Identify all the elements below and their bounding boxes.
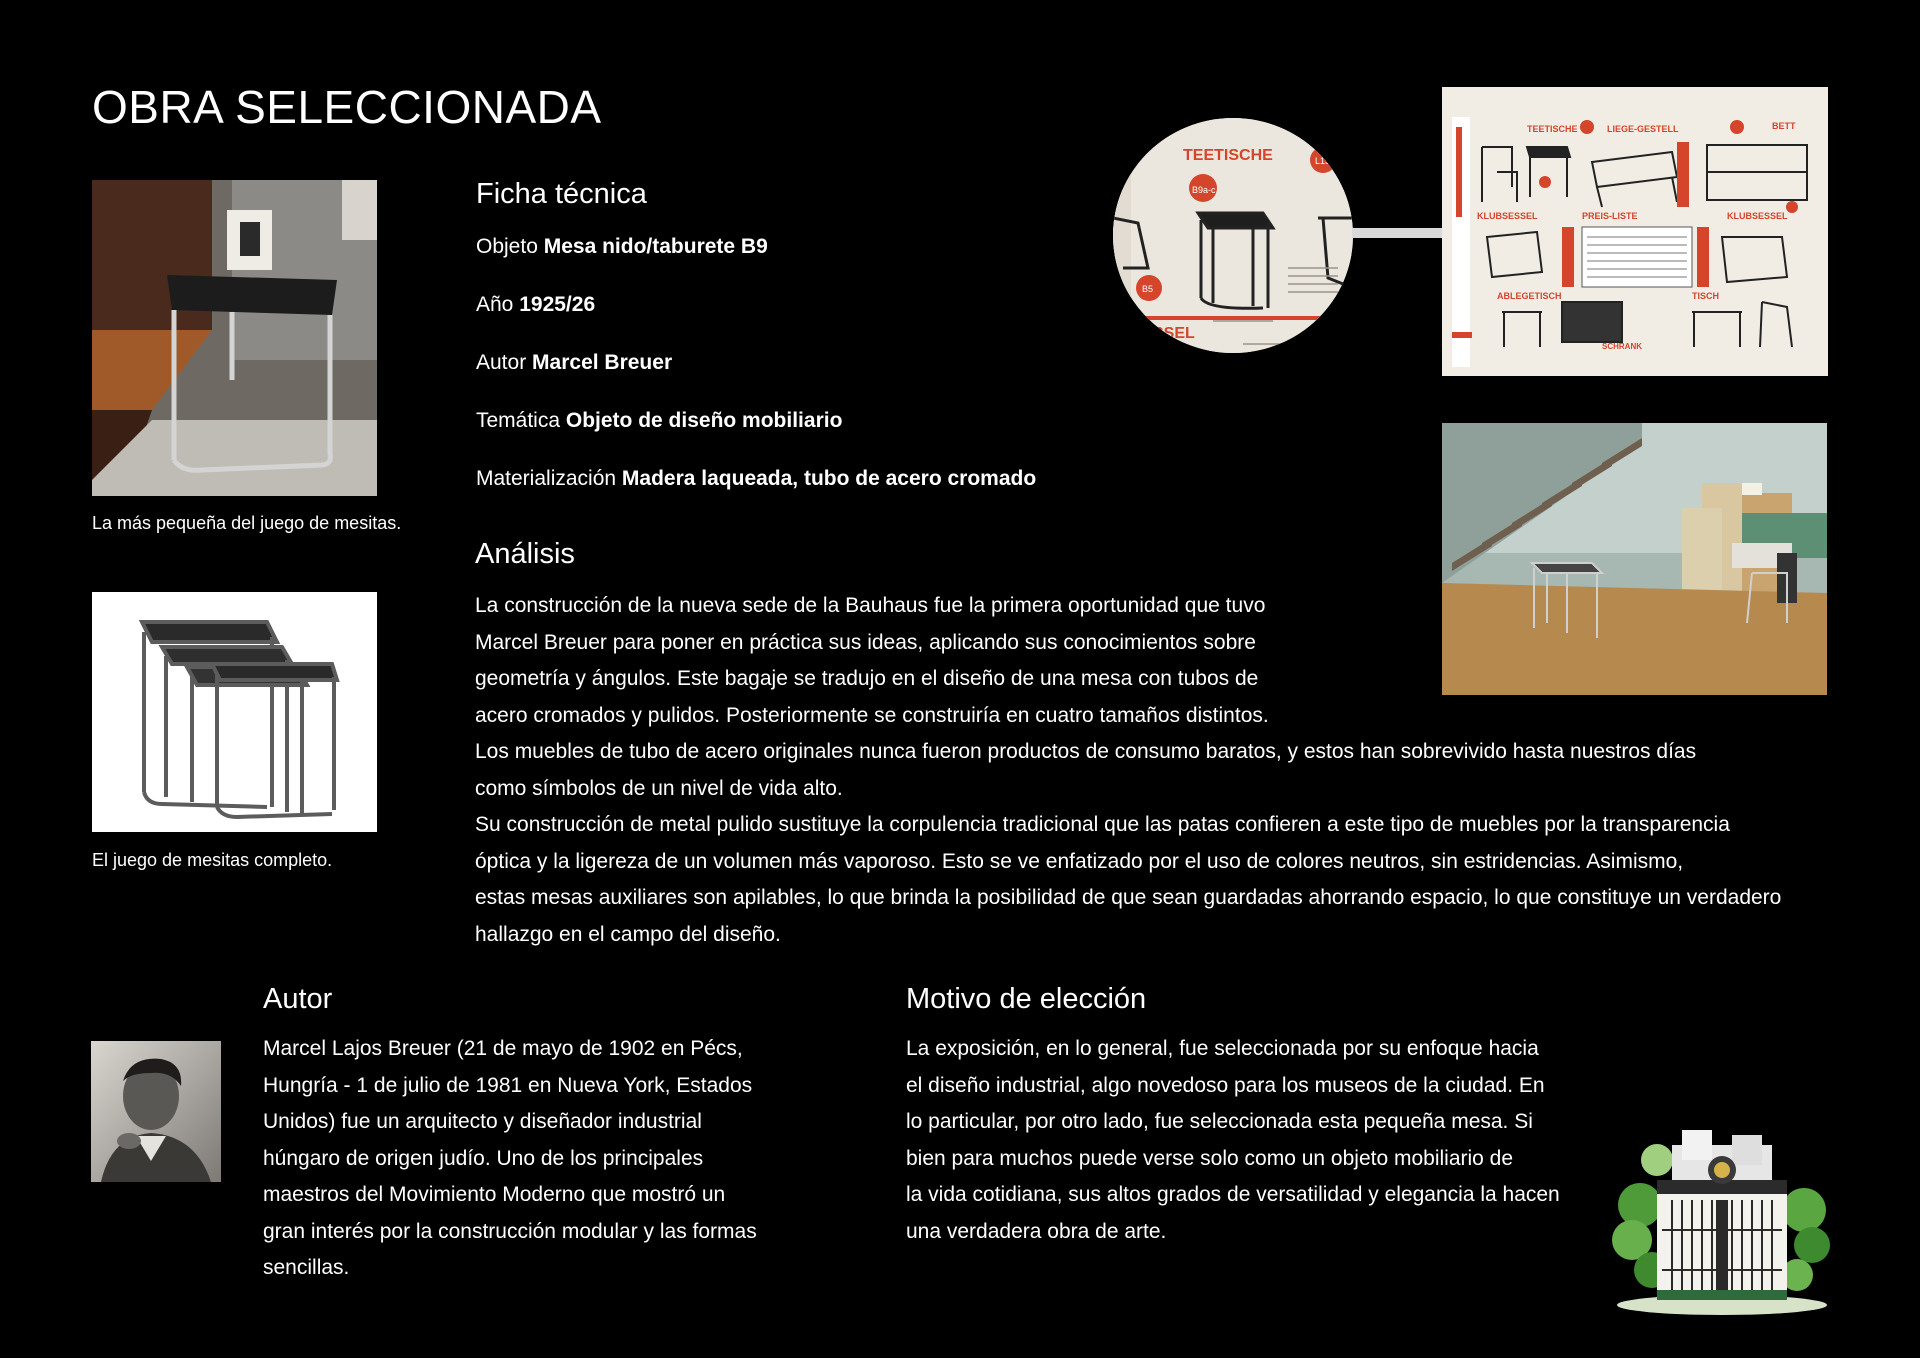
catalog-zoom-circle bbox=[1113, 118, 1353, 353]
field-tematica bbox=[476, 409, 842, 433]
zoom-code: B9a-c bbox=[1192, 185, 1216, 195]
field-autor bbox=[476, 351, 672, 375]
zoom-ssel: SSEL bbox=[1153, 325, 1195, 342]
photo-author-portrait bbox=[91, 1041, 221, 1182]
zoom-connector-bar bbox=[1352, 228, 1443, 238]
caption-photo-2: El juego de mesitas completo. bbox=[92, 850, 333, 870]
autor-line: Unidos) fue un arquitecto y diseñador industrial bbox=[263, 1110, 702, 1133]
analisis-line: hallazgo en el campo del diseño. bbox=[475, 922, 781, 946]
museum-gate-illustration bbox=[1612, 1120, 1832, 1315]
catalog-preisliste: PREIS-LISTE bbox=[1582, 211, 1638, 221]
catalog-ablegetisch: ABLEGETISCH bbox=[1497, 291, 1562, 301]
motivo-line: una verdadera obra de arte. bbox=[906, 1219, 1167, 1243]
analisis-line: geometría y ángulos. Este bagaje se tradujo en el diseño de una mesa con tubos de bbox=[475, 667, 1259, 690]
zoom-b5: B5 bbox=[1142, 284, 1154, 294]
motivo-line: lo particular, por otro lado, fue seleccionada esta pequeña mesa. Si bbox=[906, 1110, 1533, 1133]
analisis-text bbox=[475, 588, 1781, 953]
autor-heading: Autor bbox=[263, 983, 333, 1015]
autor-line: sencillas. bbox=[263, 1256, 350, 1279]
catalog-klubsessel: KLUBSESSEL bbox=[1477, 211, 1538, 221]
motivo-line: la vida cotidiana, sus altos grados de versatilidad y elegancia la hacen bbox=[906, 1183, 1560, 1206]
field-value: Madera laqueada, tubo de acero cromado bbox=[621, 467, 1037, 490]
analisis-line: La construcción de la nueva sede de la Bauhaus fue la primera oportunidad que tuvo bbox=[475, 594, 1266, 617]
photo-small-table bbox=[92, 180, 377, 496]
ficha-heading: Ficha técnica bbox=[476, 178, 647, 210]
motivo-line: La exposición, en lo general, fue seleccionada por su enfoque hacia bbox=[906, 1037, 1539, 1060]
analisis-heading: Análisis bbox=[475, 538, 575, 570]
autor-line: Hungría - 1 de julio de 1981 en Nueva York, Estados bbox=[263, 1073, 753, 1097]
motivo-line: el diseño industrial, algo novedoso para los museos de la ciudad. En bbox=[906, 1073, 1545, 1097]
autor-line: gran interés por la construcción modular y las formas bbox=[263, 1219, 757, 1243]
photo-catalog-poster bbox=[1442, 87, 1828, 376]
catalog-tisch: TISCH bbox=[1692, 291, 1719, 301]
motivo-line: bien para muchos puede verse solo como un objeto mobiliario de bbox=[906, 1146, 1514, 1170]
photo-nesting-tables bbox=[92, 592, 377, 832]
analisis-line: acero cromados y pulidos. Posteriormente se construiría en cuatro tamaños distintos. bbox=[475, 703, 1269, 727]
field-objeto bbox=[476, 235, 768, 259]
field-anio bbox=[476, 293, 595, 317]
field-label: Temática bbox=[476, 409, 561, 432]
field-label: Objeto bbox=[476, 235, 538, 258]
autor-line: Marcel Lajos Breuer (21 de mayo de 1902 en Pécs, bbox=[263, 1037, 743, 1060]
analisis-line: Los muebles de tubo de acero originales nunca fueron productos de consumo baratos, y estos han sobrevivido hasta nuestros días bbox=[475, 740, 1697, 763]
catalog-bett: BETT bbox=[1772, 121, 1796, 131]
field-value: Marcel Breuer bbox=[532, 351, 673, 374]
catalog-teetische: TEETISCHE bbox=[1527, 124, 1578, 134]
analisis-line: estas mesas auxiliares son apilables, lo que brinda la posibilidad de que sean guardadas ahorrando espacio, lo que constituye un verdadero bbox=[475, 886, 1782, 909]
autor-line: maestros del Movimiento Moderno que mostró un bbox=[263, 1183, 726, 1206]
zoom-teetische: TEETISCHE bbox=[1183, 147, 1273, 164]
motivo-heading: Motivo de elección bbox=[906, 983, 1147, 1015]
analisis-line: como símbolos de un nivel de vida alto. bbox=[475, 776, 843, 800]
field-label: Año bbox=[476, 293, 514, 316]
field-materializacion bbox=[476, 467, 1036, 491]
analisis-line: Su construcción de metal pulido sustituye la corpulencia tradicional que las patas confieren a este tipo de muebles por la transparencia bbox=[475, 813, 1730, 836]
field-value: Objeto de diseño mobiliario bbox=[565, 409, 843, 432]
page-title: OBRA SELECCIONADA bbox=[92, 81, 602, 133]
caption-photo-1: La más pequeña del juego de mesitas. bbox=[92, 513, 402, 533]
autor-line: húngaro de origen judío. Uno de los principales bbox=[263, 1146, 704, 1170]
field-label: Autor bbox=[476, 351, 527, 374]
catalog-liege: LIEGE-GESTELL bbox=[1607, 124, 1679, 134]
field-label: Materialización bbox=[476, 467, 617, 490]
catalog-klubsessel-2: KLUBSESSEL bbox=[1727, 211, 1788, 221]
analisis-line: Marcel Breuer para poner en práctica sus ideas, aplicando sus conocimientos sobre bbox=[475, 630, 1256, 654]
motivo-text bbox=[906, 1031, 1560, 1250]
zoom-l15: L15 bbox=[1315, 156, 1331, 166]
catalog-schrank: SCHRANK bbox=[1602, 342, 1642, 351]
autor-text bbox=[263, 1031, 757, 1287]
field-value: 1925/26 bbox=[519, 293, 596, 316]
analisis-line: óptica y la ligereza de un volumen más vaporoso. Esto se ve enfatizado por el uso de colores neutros, sin estridencias. Asimismo, bbox=[475, 849, 1684, 873]
field-value: Mesa nido/taburete B9 bbox=[543, 235, 768, 258]
